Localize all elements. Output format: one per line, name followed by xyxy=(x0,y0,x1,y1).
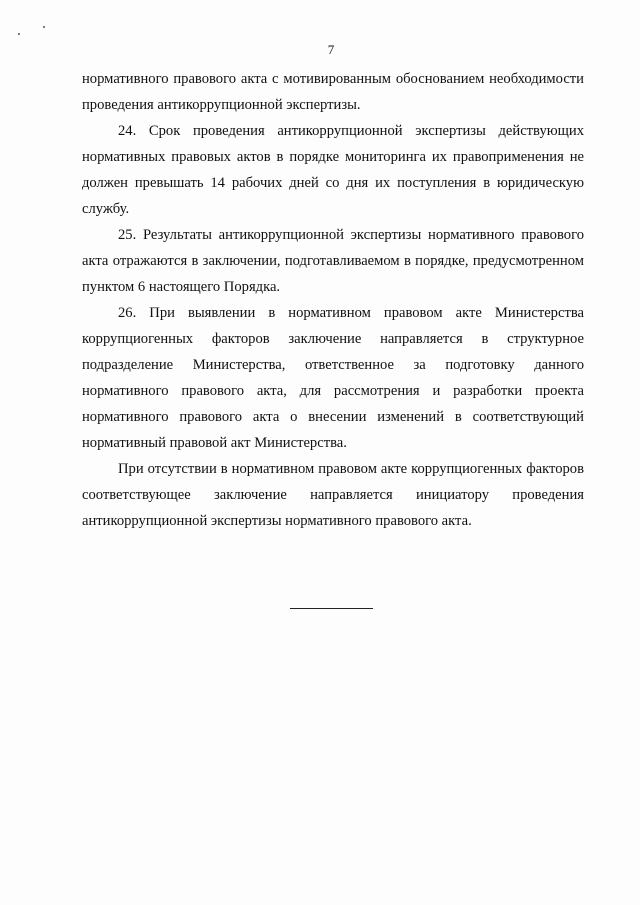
scan-speck xyxy=(43,26,45,28)
paragraph-25: 25. Результаты антикоррупционной экспертизы нормативного правового акта отражаются в заключении, подготавливаемом в порядке, предусмотренном пунктом 6 настоящего Порядка. xyxy=(82,227,584,295)
scan-speck xyxy=(18,33,20,35)
page-number: 7 xyxy=(327,42,335,57)
paragraph-26: 26. При выявлении в нормативном правовом акте Министерства коррупциогенных факторов заключение направляется в структурное подразделение Министерства, ответственное за подготовку данного нормативного правового акта, для рассмотрения и разработки проекта нормативного правового акта о внесении изменений в соответствующий нормативный правовой акт Министерства. xyxy=(82,305,584,451)
document-body xyxy=(82,66,584,534)
paragraph-24: 24. Срок проведения антикоррупционной экспертизы действующих нормативных правовых актов в порядке мониторинга их правоприменения не должен превышать 14 рабочих дней со дня их поступления в юридическую службу. xyxy=(82,123,584,217)
end-separator-line xyxy=(290,608,373,609)
paragraph-continuation: нормативного правового акта с мотивированным обоснованием необходимости проведения антикоррупционной экспертизы. xyxy=(82,71,584,113)
paragraph-closing: При отсутствии в нормативном правовом акте коррупциогенных факторов соответствующее заключение направляется инициатору проведения антикоррупционной экспертизы нормативного правового акта. xyxy=(82,461,584,529)
